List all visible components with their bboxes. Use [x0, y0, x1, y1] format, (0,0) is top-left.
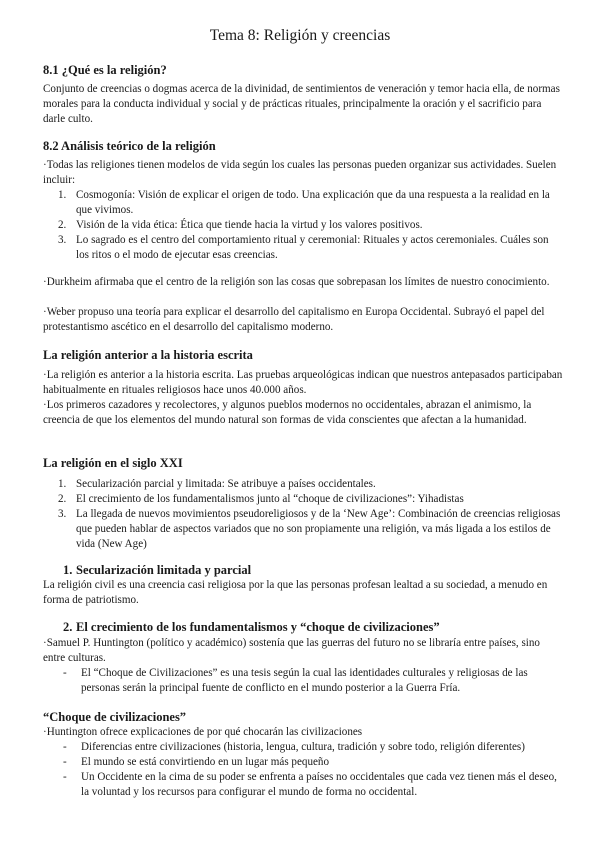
weber-paragraph: ·Weber propuso una teoría para explicar el desarrollo del capitalismo en Europa Occidental. Subrayó el papel del protestantismo ascético en el desarrollo del capitalismo moderno.: [43, 306, 545, 333]
list-item: 3. Lo sagrado es el centro del comportamiento ritual y ceremonial: Rituales y actos ceremoniales. Cuáles son los ritos o el modo de ejecutar esas creencias.: [58, 234, 549, 261]
section-heading-8-1: 8.1 ¿Qué es la religión?: [43, 63, 167, 77]
list-item: - El “Choque de Civilizaciones” es una tesis según la cual las identidades culturales y religiosas de las personas serán la principal fuente de conflicto en el mundo posterior a la Guerra Fría.: [63, 667, 528, 694]
section-heading-prehistory: La religión anterior a la historia escrita: [43, 348, 253, 362]
section-heading-8-2: 8.2 Análisis teórico de la religión: [43, 139, 216, 153]
dash-list-choque: [43, 740, 563, 800]
section-8-2-intro: ·Todas las religiones tienen modelos de vida según los cuales las personas pueden organizar sus actividades. Suelen incluir:: [43, 159, 557, 186]
secularizacion-text: La religión civil es una creencia casi religiosa por la que las personas profesan lealtad a su sociedad, a menudo en forma de patriotismo.: [43, 579, 548, 606]
choque-intro: ·Huntington ofrece explicaciones de por qué chocarán las civilizaciones: [43, 726, 363, 738]
list-item: 1. Secularización parcial y limitada: Se atribuye a países occidentales.: [58, 478, 376, 490]
subsection-heading-fundamentalismos: 2. El crecimiento de los fundamentalismos y “choque de civilizaciones”: [63, 620, 440, 634]
list-item: - Diferencias entre civilizaciones (historia, lengua, cultura, tradición y sobre todo, religión diferentes): [63, 741, 525, 753]
ordered-list-8-2: [43, 188, 563, 263]
ordered-list-xxi: [43, 477, 563, 552]
list-item: - El mundo se está convirtiendo en un lugar más pequeño: [63, 756, 330, 768]
section-heading-choque: “Choque de civilizaciones”: [43, 710, 187, 724]
list-item: 3. La llegada de nuevos movimientos pseudoreligiosos y de la ‘New Age’: Combinación de creencias religiosas que pueden hablar de aspectos variados que no son propiamente una religión, va más ligada a los estilos de vida (New Age): [58, 508, 561, 550]
huntington-paragraph: ·Samuel P. Huntington (político y académico) sostenía que las guerras del futuro no se libraría entre países, sino entre culturas.: [43, 637, 540, 664]
dash-list-fundamentalismos: [43, 666, 563, 696]
list-item: 2. Visión de la vida ética: Ética que tiende hacia la virtud y los valores positivos.: [58, 219, 423, 231]
section-heading-xxi: La religión en el siglo XXI: [43, 456, 183, 470]
list-item: - Un Occidente en la cima de su poder se enfrenta a países no occidentales que cada vez tienen más el deseo, la voluntad y los recursos para configurar el mundo de forma no occidental.: [63, 771, 557, 798]
prehistory-paragraph-1: ·La religión es anterior a la historia escrita. Las pruebas arqueológicas indican que nuestros antepasados participaban habitualmente en rituales religiosos hace unos 40.000 años.: [43, 369, 563, 396]
durkheim-paragraph: ·Durkheim afirmaba que el centro de la religión son las cosas que sobrepasan los límites de nuestro conocimiento.: [43, 276, 550, 288]
list-item: 2. El crecimiento de los fundamentalismos junto al “choque de civilizaciones”: Yihadistas: [58, 493, 464, 505]
subsection-heading-secularizacion: 1. Secularización limitada y parcial: [63, 563, 252, 577]
prehistory-paragraph-2: ·Los primeros cazadores y recolectores, y algunos pueblos modernos no occidentales, abrazan el animismo, la creencia de que los elementos del mundo natural son formas de vida conscientes que afectan a la humanidad.: [43, 399, 532, 426]
list-item: 1. Cosmogonía: Visión de explicar el origen de todo. Una explicación que da una respuesta a la realidad en la que vivimos.: [58, 189, 550, 216]
section-8-1-text: Conjunto de creencias o dogmas acerca de la divinidad, de sentimientos de veneración y temor hacia ella, de normas morales para la conducta individual y social y de prácticas rituales, principalmente la oración y el sacrificio para darle culto.: [43, 83, 560, 125]
page-title: Tema 8: Religión y creencias: [209, 27, 391, 44]
